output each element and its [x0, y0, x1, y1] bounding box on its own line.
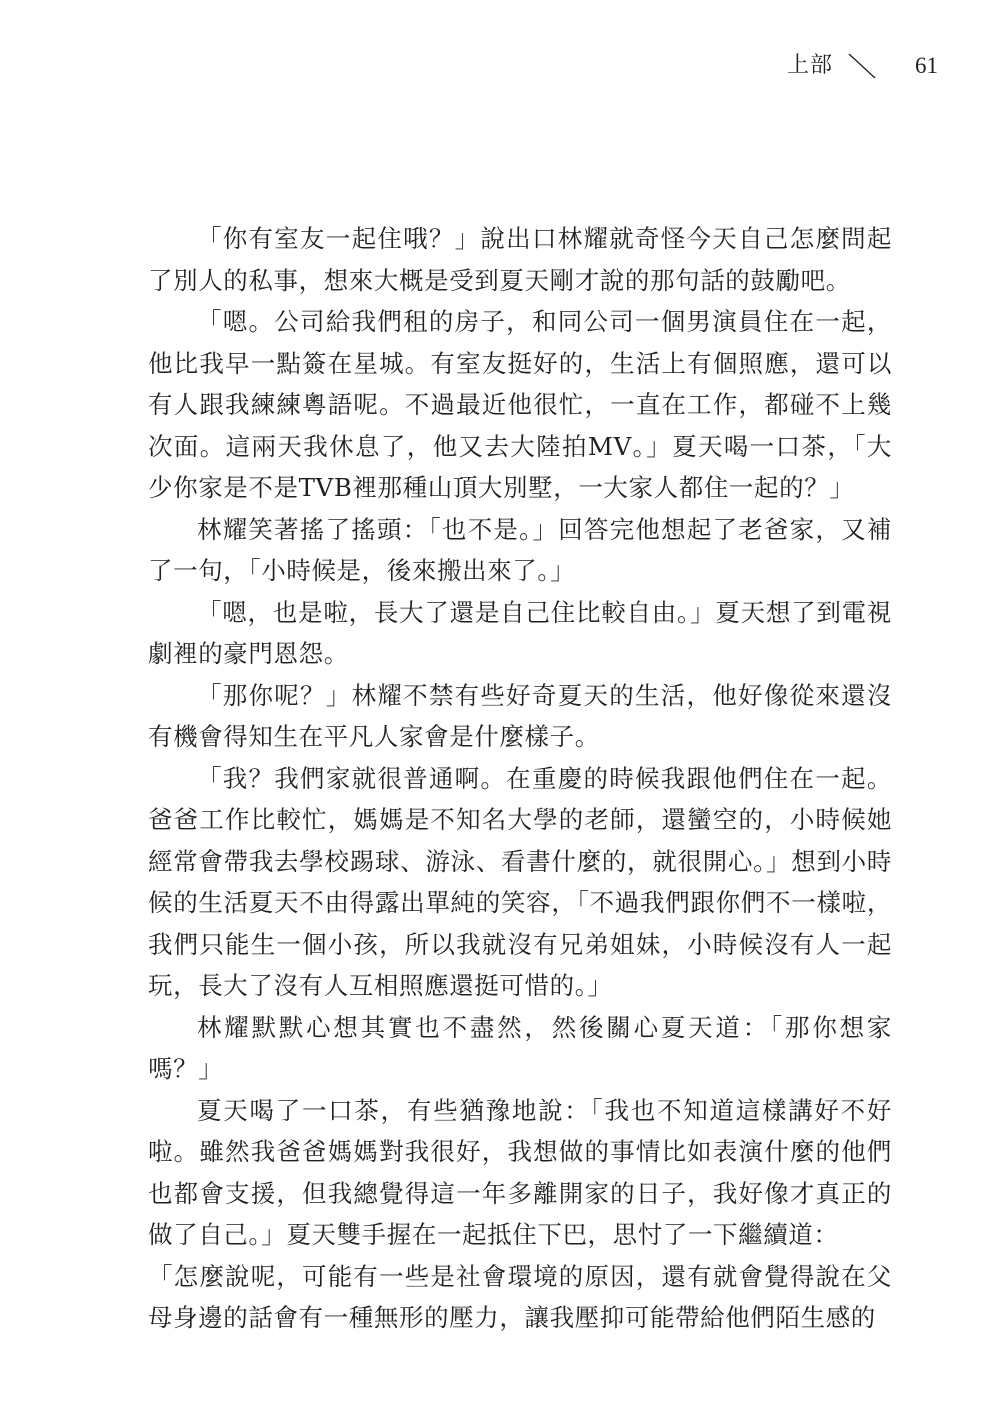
paragraph: 「嗯，也是啦，長大了還是自己住比較自由。」夏天想了到電視劇裡的豪門恩怨。 — [148, 597, 892, 668]
running-header — [787, 48, 938, 84]
page-number: 61 — [915, 53, 938, 78]
paragraph: 「我？我們家就很普通啊。在重慶的時候我跟他們住在一起。爸爸工作比較忙，媽媽是不知名大學的老師，還蠻空的，小時候她經常會帶我去學校踢球、游泳、看書什麼的，就很開心。」想到小時候的生活夏天不由得露出單純的笑容，「不過我們跟你們不一樣啦，我們只能生一個小孩，所以我就沒有兄弟姐妹，小時候沒有人一起玩，長大了沒有人互相照應還挺可惜的。」 — [148, 763, 892, 1000]
header-divider-slash — [847, 51, 877, 81]
paragraph: 「嗯。公司給我們租的房子，和同公司一個男演員住在一起，他比我早一點簽在星城。有室友挺好的，生活上有個照應，還可以有人跟我練練粵語呢。不過最近他很忙，一直在工作，都碰不上幾次面。這兩天我休息了，他又去大陸拍MV。」夏天喝一口茶，「大少你家是不是TVB裡那種山頂大別墅，一大家人都住一起的？」 — [148, 307, 892, 502]
paragraph: 「那你呢？」林耀不禁有些好奇夏天的生活，他好像從來還沒有機會得知生在平凡人家會是什麼樣子。 — [148, 680, 892, 751]
paragraph-continued: 「怎麼說呢，可能有一些是社會環境的原因，還有就會覺得說在父母身邊的話會有一種無形的壓力，讓我壓抑可能帶給他們陌生感的 — [148, 1261, 892, 1332]
paragraph: 林耀默默心想其實也不盡然，然後關心夏天道：「那你想家嗎？」 — [148, 1012, 892, 1083]
paragraph: 「你有室友一起住哦？」說出口林耀就奇怪今天自己怎麼問起了別人的私事，想來大概是受到夏天剛才說的那句話的鼓勵吧。 — [148, 224, 892, 295]
body-text — [148, 218, 892, 1339]
part-title: 上部 — [786, 53, 833, 78]
paragraph: 林耀笑著搖了搖頭：「也不是。」回答完他想起了老爸家，又補了一句，「小時候是，後來搬出來了。」 — [148, 514, 892, 585]
paragraph: 夏天喝了一口茶，有些猶豫地說：「我也不知道這樣講好不好啦。雖然我爸爸媽媽對我很好，我想做的事情比如表演什麼的他們也都會支援，但我總覺得這一年多離開家的日子，我好像才真正的做了自己。」夏天雙手握在一起抵住下巴，思忖了一下繼續道： — [148, 1095, 892, 1249]
